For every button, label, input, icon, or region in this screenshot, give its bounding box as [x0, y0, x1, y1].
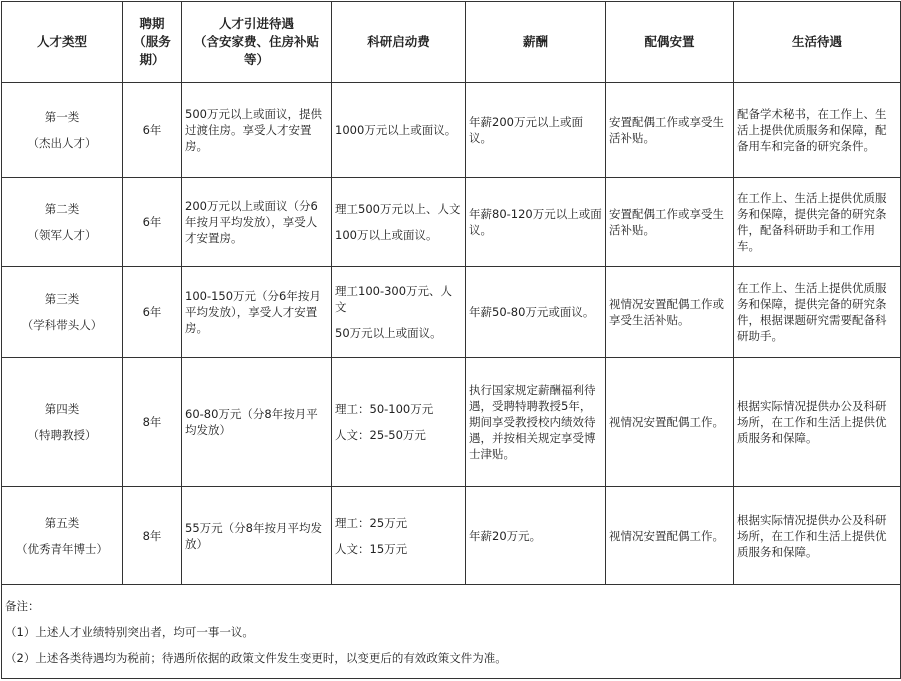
- research-line-a: 理工：25万元: [335, 515, 408, 530]
- benefit-cell: 200万元以上或面议（分6年按月平均发放），享受人才安置房。: [182, 178, 332, 267]
- header-benefit: [182, 2, 332, 83]
- benefit-cell: 500万元以上或面议，提供过渡住房。享受人才安置房。: [182, 83, 332, 178]
- spouse-cell: 安置配偶工作或享受生活补贴。: [606, 83, 734, 178]
- category-cell: [2, 358, 123, 487]
- category-sub: （领军人才）: [27, 228, 97, 242]
- term-cell: 6年: [123, 83, 182, 178]
- salary-cell: 年薪50-80万元或面议。: [466, 267, 606, 358]
- research-line-b: 100万以上或面议。: [335, 228, 438, 242]
- research-cell: [332, 487, 466, 585]
- notes-row: [2, 585, 901, 679]
- term-cell: 8年: [123, 358, 182, 487]
- research-line-a: 理工500万元以上、人文: [335, 202, 461, 216]
- research-line-a: 理工：50-100万元: [335, 402, 434, 416]
- notes-title: 备注：: [5, 598, 40, 613]
- research-line-b: 人文：25-50万元: [335, 428, 426, 442]
- header-term: [123, 2, 182, 83]
- header-benefit-line1: 人才引进待遇: [218, 16, 294, 31]
- category-name: 第二类: [44, 202, 80, 216]
- research-line-b: 人文：15万元: [335, 541, 408, 556]
- research-cell: [332, 358, 466, 487]
- category-name: 第五类: [44, 515, 80, 530]
- life-cell: 在工作上、生活上提供优质服务和保障，提供完备的研究条件，根据课题研究需要配备科研助手。: [734, 267, 901, 358]
- benefit-cell: 100-150万元（分6年按月平均发放），享受人才安置房。: [182, 267, 332, 358]
- salary-cell: 年薪200万元以上或面议。: [466, 83, 606, 178]
- category-name: 第一类: [44, 110, 80, 124]
- category-sub: （特聘教授）: [27, 428, 97, 442]
- life-cell: 根据实际情况提供办公及科研场所，在工作和生活上提供优质服务和保障。: [734, 487, 901, 585]
- salary-cell: 年薪80-120万元以上或面议。: [466, 178, 606, 267]
- salary-cell: 执行国家规定薪酬福利待遇，受聘特聘教授5年，期间享受教授校内绩效待遇，并按相关规定享受博士津贴。: [466, 358, 606, 487]
- life-cell: 在工作上、生活上提供优质服务和保障，提供完备的研究条件，配备科研助手和工作用车。: [734, 178, 901, 267]
- term-cell: 8年: [123, 487, 182, 585]
- benefit-cell: 60-80万元（分8年按月平均发放）: [182, 358, 332, 487]
- life-cell: 根据实际情况提供办公及科研场所，在工作和生活上提供优质服务和保障。: [734, 358, 901, 487]
- header-type: 人才类型: [2, 2, 123, 83]
- spouse-cell: 视情况安置配偶工作。: [606, 358, 734, 487]
- header-row: [2, 2, 901, 83]
- spouse-cell: 视情况安置配偶工作。: [606, 487, 734, 585]
- term-cell: 6年: [123, 178, 182, 267]
- header-spouse: 配偶安置: [606, 2, 734, 83]
- research-line-a: 1000万元以上或面议。: [335, 123, 457, 137]
- category-name: 第三类: [44, 292, 80, 306]
- header-term-line1: 聘期: [139, 16, 165, 31]
- salary-cell: 年薪20万元。: [466, 487, 606, 585]
- header-benefit-line2: （含安家费、住房补贴等）: [193, 34, 319, 67]
- life-cell: 配备学术秘书，在工作上、生活上提供优质服务和保障，配备用车和完备的研究条件。: [734, 83, 901, 178]
- table-row: [2, 358, 901, 487]
- category-sub: （优秀青年博士）: [16, 541, 108, 556]
- benefit-cell: 55万元（分8年按月平均发放）: [182, 487, 332, 585]
- category-sub: （学科带头人）: [21, 318, 103, 332]
- term-cell: 6年: [123, 267, 182, 358]
- header-salary: 薪酬: [466, 2, 606, 83]
- category-cell: [2, 487, 123, 585]
- table-row: [2, 267, 901, 358]
- header-life: 生活待遇: [734, 2, 901, 83]
- category-cell: [2, 83, 123, 178]
- spouse-cell: 安置配偶工作或享受生活补贴。: [606, 178, 734, 267]
- category-cell: [2, 178, 123, 267]
- research-cell: [332, 267, 466, 358]
- table-row: [2, 83, 901, 178]
- notes-line-1: （1）上述人才业绩特别突出者，均可一事一议。: [5, 624, 254, 639]
- spouse-cell: 视情况安置配偶工作或享受生活补贴。: [606, 267, 734, 358]
- header-research: 科研启动费: [332, 2, 466, 83]
- talent-benefits-table: [1, 1, 901, 679]
- category-name: 第四类: [44, 402, 80, 416]
- table-row: [2, 178, 901, 267]
- category-cell: [2, 267, 123, 358]
- notes-line-2: （2）上述各类待遇均为税前；待遇所依据的政策文件发生变更时，以变更后的有效政策文件为准。: [5, 650, 507, 665]
- research-line-b: 50万元以上或面议。: [335, 326, 442, 340]
- table-row: [2, 487, 901, 585]
- research-cell: [332, 178, 466, 267]
- research-cell: [332, 83, 466, 178]
- category-sub: （杰出人才）: [27, 136, 97, 150]
- notes-cell: [2, 585, 901, 679]
- research-line-a: 理工100-300万元、人文: [335, 284, 453, 314]
- header-term-line2: （服务期）: [133, 34, 171, 67]
